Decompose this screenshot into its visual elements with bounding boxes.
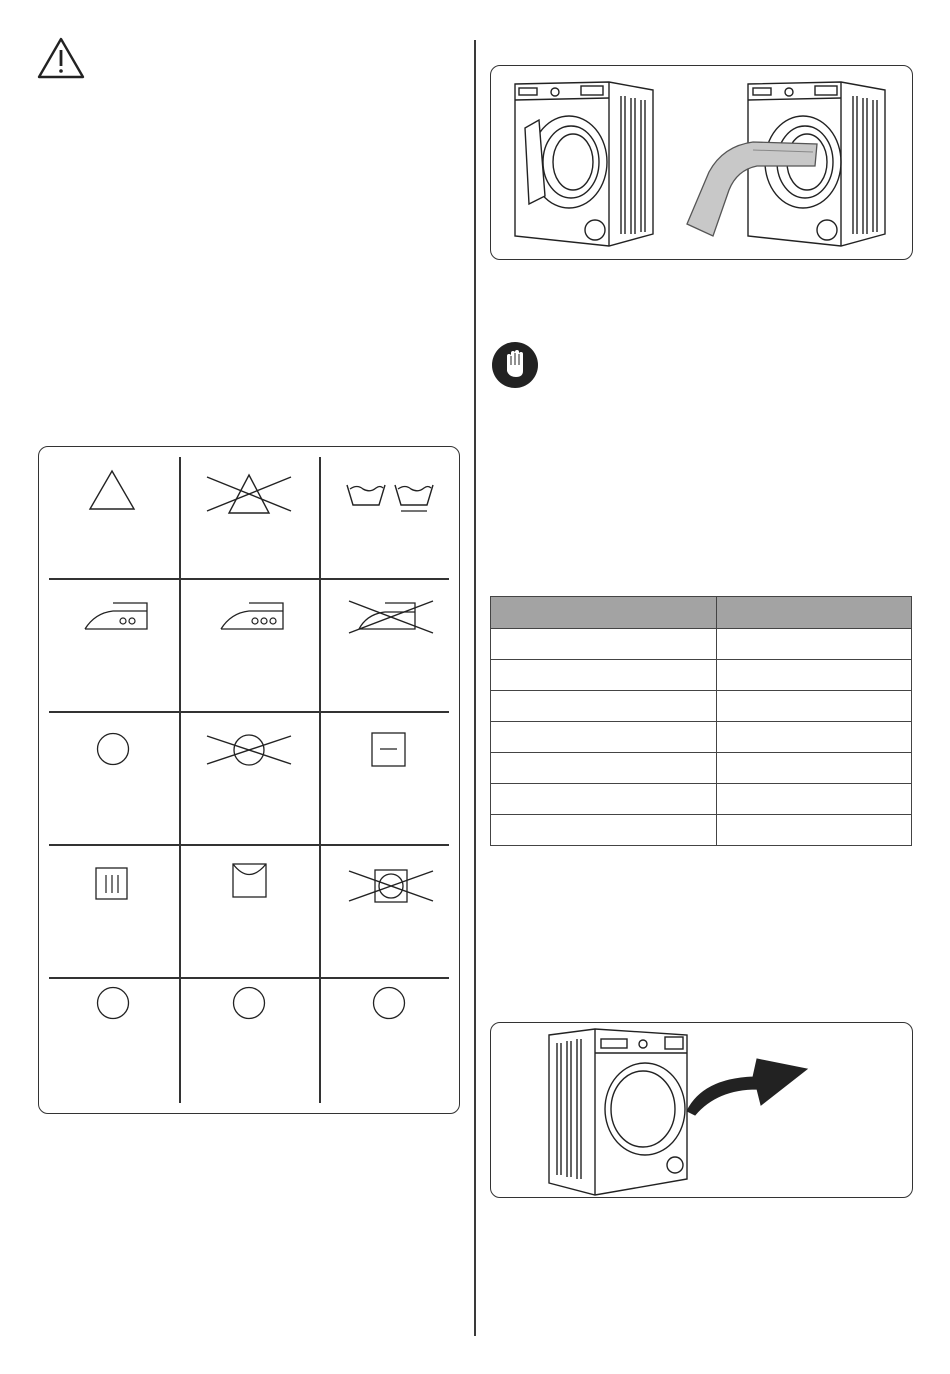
no-bleach-icon <box>201 471 297 517</box>
care-cell <box>39 978 179 1110</box>
table-row <box>491 753 912 784</box>
table-header-cell <box>717 597 912 629</box>
washing-machine-door-illustration <box>491 1023 911 1197</box>
care-cell <box>319 579 459 711</box>
iron-high-icon <box>219 597 285 631</box>
table-cell <box>491 815 717 846</box>
table-cell <box>717 722 912 753</box>
table-row <box>491 629 912 660</box>
care-cell <box>319 845 459 977</box>
dry-flat-icon <box>371 732 407 768</box>
iron-medium-icon <box>83 597 149 631</box>
table-row <box>491 722 912 753</box>
table-cell <box>717 660 912 691</box>
care-cell <box>179 579 319 711</box>
table-header-cell <box>491 597 717 629</box>
table-header-row <box>491 597 912 629</box>
care-cell <box>319 447 459 579</box>
table-cell <box>491 660 717 691</box>
care-cell <box>319 712 459 844</box>
dry-clean-icon <box>96 732 130 766</box>
drip-dry-icon <box>95 867 129 901</box>
table-row <box>491 815 912 846</box>
care-cell <box>319 978 459 1110</box>
care-cell <box>179 978 319 1110</box>
table-row <box>491 660 912 691</box>
no-tumble-dry-icon <box>345 865 437 907</box>
dry-clean-solvent-icon <box>372 986 406 1020</box>
table-cell <box>491 722 717 753</box>
table-cell <box>717 753 912 784</box>
no-iron-icon <box>345 597 437 635</box>
table-cell <box>717 815 912 846</box>
door-illustration-frame <box>490 1022 913 1198</box>
table-cell <box>491 784 717 815</box>
column-divider <box>474 40 476 1336</box>
bleach-allowed-icon <box>88 469 136 511</box>
care-cell <box>39 712 179 844</box>
table-cell <box>717 629 912 660</box>
care-cell <box>179 845 319 977</box>
table-row <box>491 784 912 815</box>
care-cell <box>39 447 179 579</box>
care-cell <box>39 579 179 711</box>
care-symbols-table <box>38 446 460 1114</box>
care-cell <box>39 845 179 977</box>
care-cell <box>179 447 319 579</box>
no-dry-clean-icon <box>201 732 297 768</box>
table-cell <box>491 753 717 784</box>
table-cell <box>491 629 717 660</box>
warning-icon <box>36 36 86 80</box>
loading-illustration-frame <box>490 65 913 260</box>
table-row <box>491 691 912 722</box>
table-cell <box>717 691 912 722</box>
care-cell <box>179 712 319 844</box>
stop-hand-icon <box>491 341 539 389</box>
table-cell <box>491 691 717 722</box>
line-dry-icon <box>232 863 268 899</box>
wash-tub-icons <box>345 479 437 515</box>
specification-table <box>490 596 912 846</box>
washing-machine-loading-illustration <box>491 66 911 258</box>
dry-clean-solvent-icon <box>232 986 266 1020</box>
table-cell <box>717 784 912 815</box>
dry-clean-solvent-icon <box>96 986 130 1020</box>
